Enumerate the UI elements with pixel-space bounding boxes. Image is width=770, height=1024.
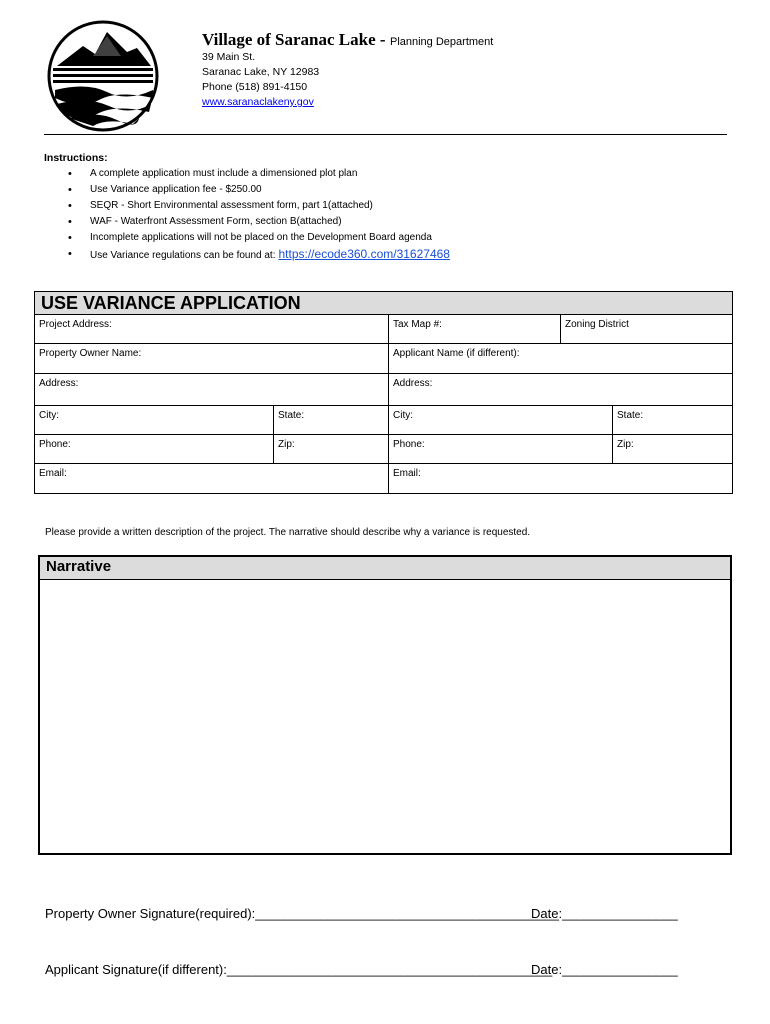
owner-signature-label: Property Owner Signature(required):__________________________________________ bbox=[45, 906, 559, 921]
applicant-address-field[interactable]: Address: bbox=[393, 378, 433, 389]
instruction-item: • WAF - Waterfront Assessment Form, section B(attached) bbox=[90, 214, 734, 230]
instruction-item: • Use Variance application fee - $250.00 bbox=[90, 182, 734, 198]
owner-name-field[interactable]: Property Owner Name: bbox=[35, 344, 389, 373]
project-address-field[interactable]: Project Address: bbox=[35, 315, 389, 343]
applicant-email-field[interactable]: Email: bbox=[393, 468, 421, 479]
village-logo bbox=[47, 20, 159, 132]
form-row bbox=[35, 464, 732, 493]
street-address: 39 Main St. bbox=[202, 51, 256, 63]
applicant-date-line[interactable]: Date:________________ bbox=[531, 962, 678, 977]
form-row bbox=[35, 406, 732, 435]
applicant-city-field[interactable]: City: bbox=[389, 406, 613, 434]
website-link[interactable]: www.saranaclakeny.gov bbox=[202, 96, 314, 108]
village-title: Village of Saranac Lake - bbox=[202, 30, 386, 49]
applicant-state-field[interactable]: State: bbox=[617, 410, 644, 421]
applicant-signature-label: Applicant Signature(if different):_____________________________________________ bbox=[45, 962, 553, 977]
applicant-zip-field[interactable]: Zip: bbox=[617, 439, 634, 450]
form-row bbox=[35, 435, 732, 464]
owner-state-field[interactable]: State: bbox=[274, 406, 389, 434]
owner-signature-line[interactable] bbox=[45, 906, 678, 921]
instruction-item: • Incomplete applications will not be placed on the Development Board agenda bbox=[90, 230, 734, 246]
ecode-link[interactable]: https://ecode360.com/31627468 bbox=[278, 247, 450, 261]
header-divider bbox=[44, 134, 727, 135]
owner-email-field[interactable]: Email: bbox=[35, 464, 389, 493]
form-row bbox=[35, 374, 732, 406]
narrative-title: Narrative bbox=[40, 557, 730, 580]
applicant-name-field[interactable]: Applicant Name (if different): bbox=[393, 348, 520, 359]
application-form bbox=[34, 291, 733, 494]
owner-city-field[interactable]: City: bbox=[35, 406, 274, 434]
narrative-input[interactable] bbox=[40, 580, 730, 853]
owner-zip-field[interactable]: Zip: bbox=[274, 435, 389, 463]
narrative-prompt: Please provide a written description of the project. The narrative should describe why a variance is requested. bbox=[45, 527, 531, 538]
zoning-district-field[interactable]: Zoning District bbox=[565, 319, 629, 330]
tax-map-field[interactable]: Tax Map #: bbox=[389, 315, 561, 343]
city-address: Saranac Lake, NY 12983 bbox=[202, 66, 320, 78]
applicant-signature-line[interactable] bbox=[45, 962, 678, 977]
owner-address-field[interactable]: Address: bbox=[35, 374, 389, 405]
applicant-phone-field[interactable]: Phone: bbox=[389, 435, 613, 463]
instructions-section bbox=[44, 152, 734, 264]
instruction-item: • A complete application must include a dimensioned plot plan bbox=[90, 166, 734, 182]
instructions-title: Instructions: bbox=[44, 152, 108, 164]
owner-phone-field[interactable]: Phone: bbox=[35, 435, 274, 463]
instruction-item-text: Use Variance regulations can be found at: bbox=[90, 250, 276, 261]
instruction-item bbox=[90, 246, 734, 264]
form-row bbox=[35, 344, 732, 374]
narrative-box bbox=[38, 555, 732, 855]
instructions-list bbox=[44, 166, 734, 264]
letterhead bbox=[202, 30, 493, 110]
department-name: Planning Department bbox=[389, 36, 494, 48]
form-row bbox=[35, 315, 732, 344]
phone-number: Phone (518) 891-4150 bbox=[202, 81, 308, 93]
owner-date-line[interactable]: Date:________________ bbox=[531, 906, 678, 921]
form-title: USE VARIANCE APPLICATION bbox=[35, 292, 732, 315]
instruction-item: • SEQR - Short Environmental assessment form, part 1(attached) bbox=[90, 198, 734, 214]
